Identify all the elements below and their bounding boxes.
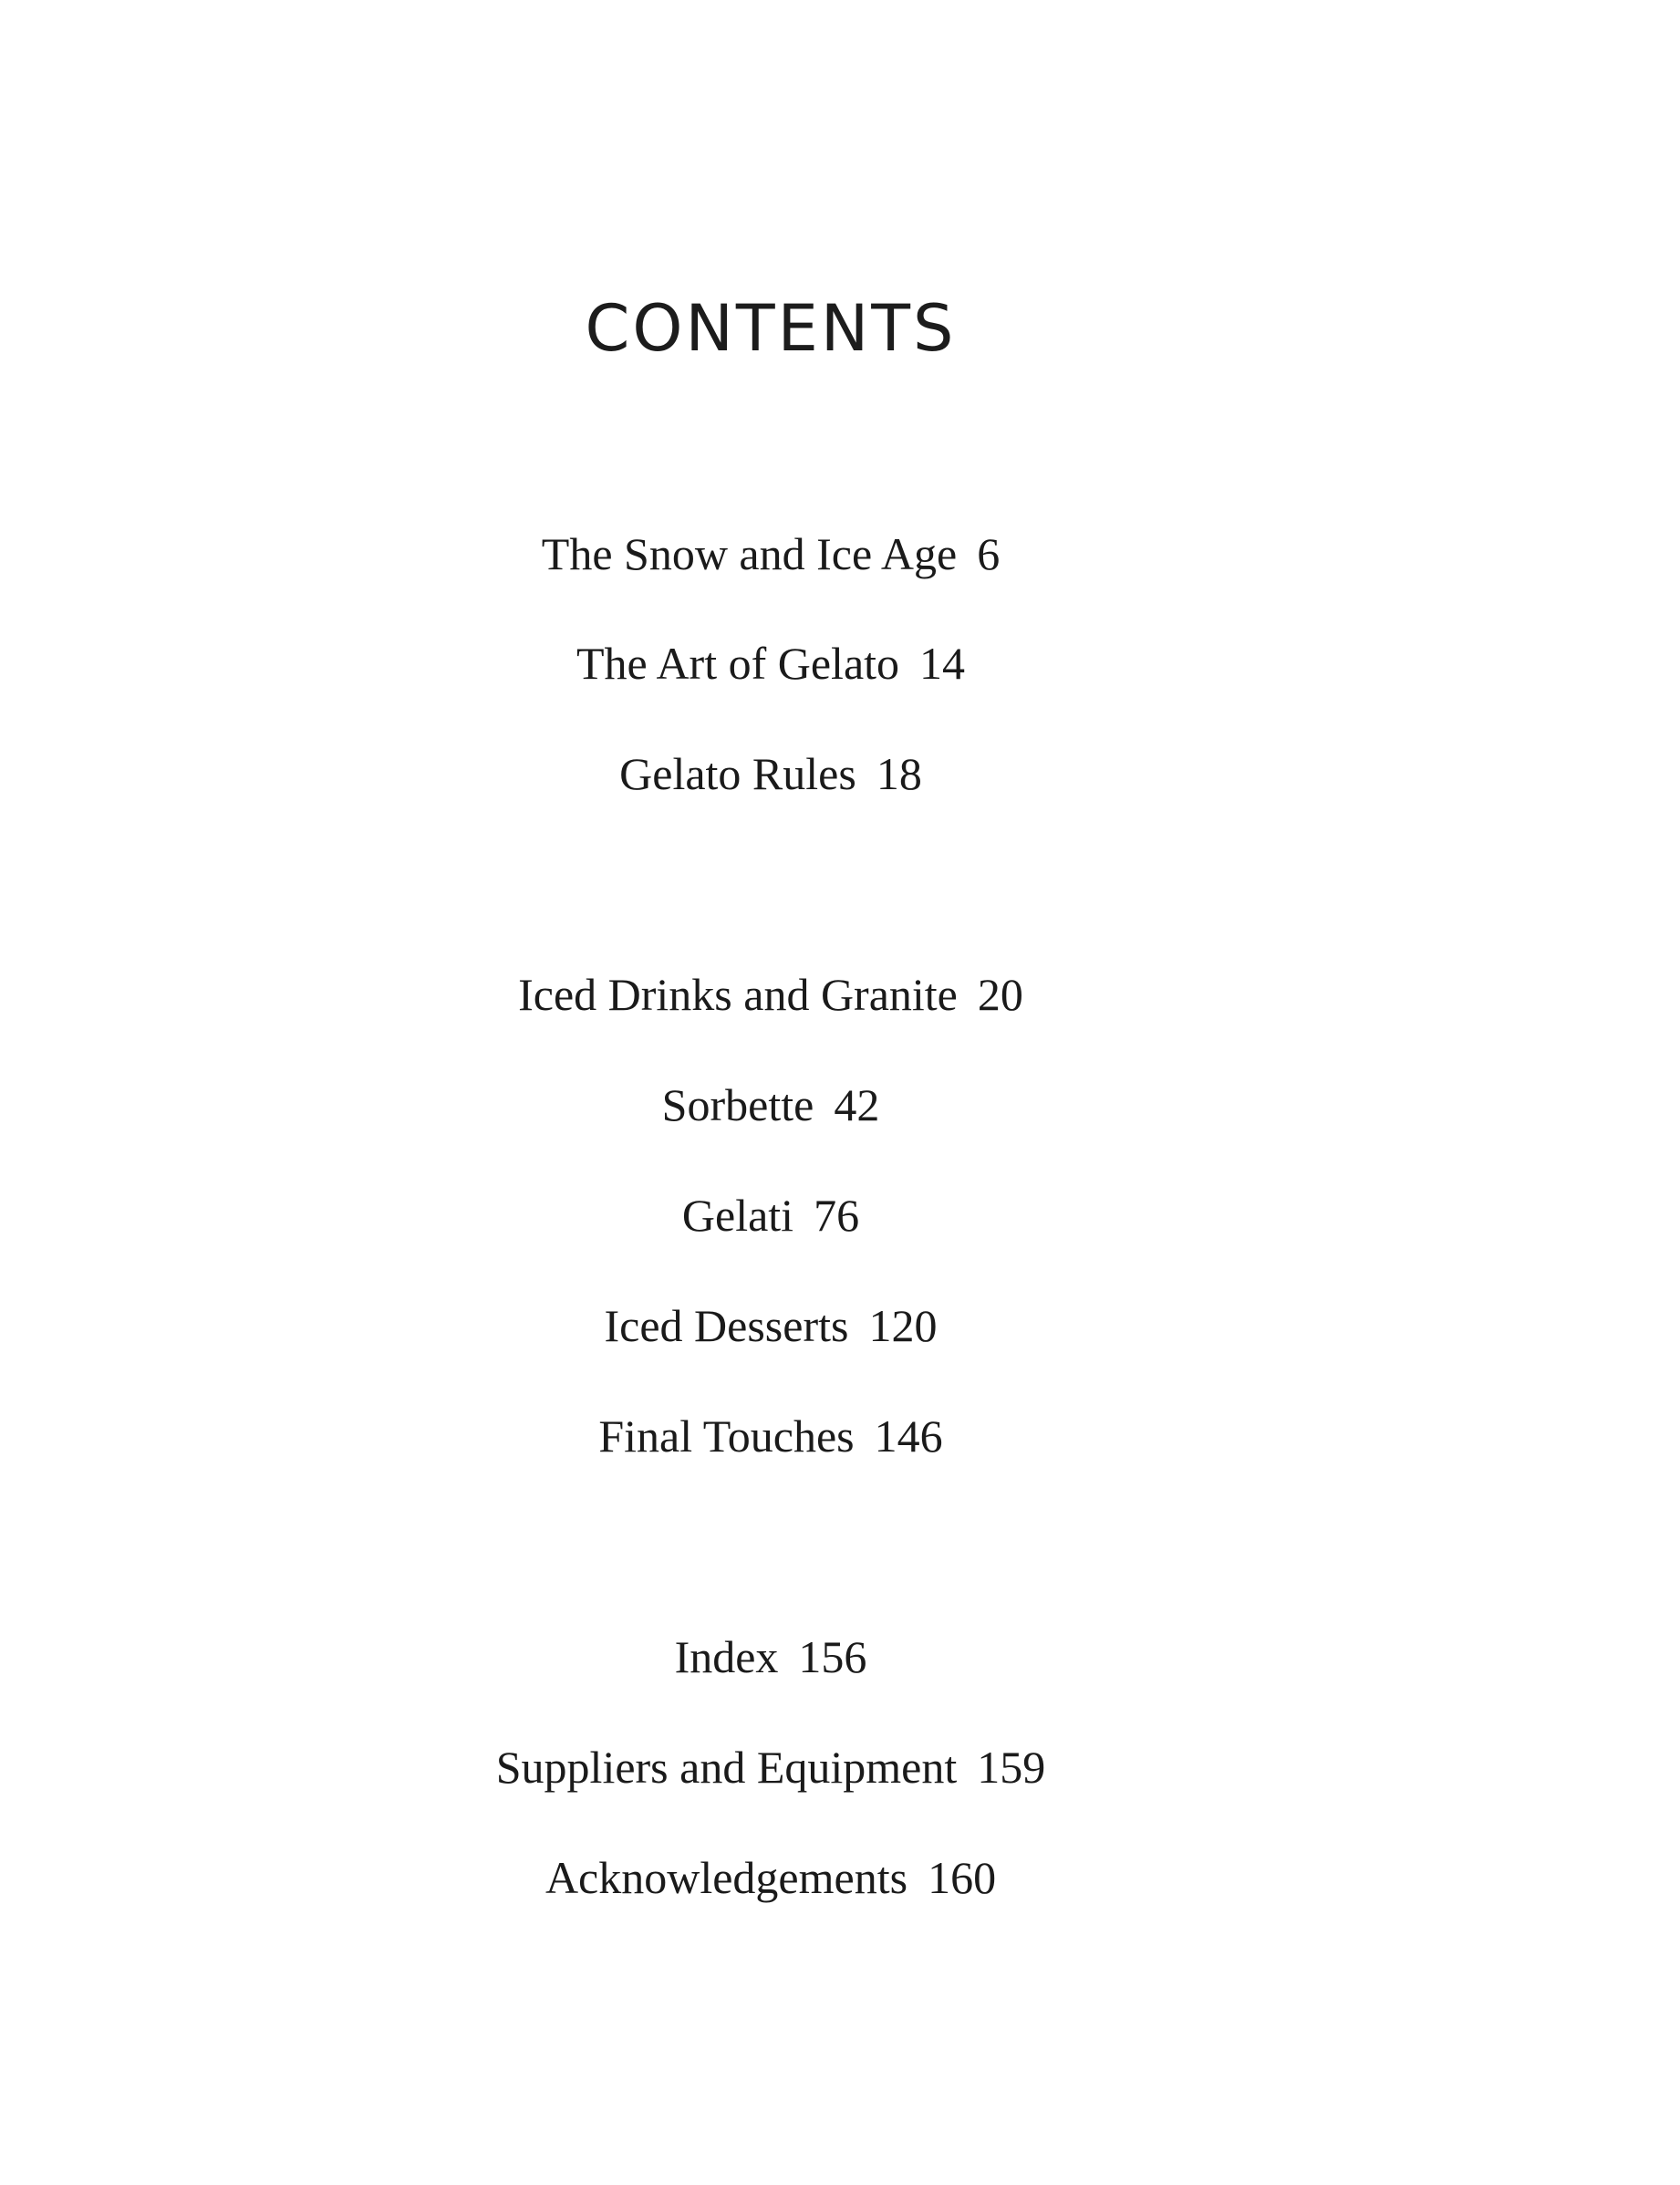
toc-entry[interactable] <box>0 528 1541 579</box>
entry-title: Final Touches <box>598 1410 855 1462</box>
toc-entry[interactable] <box>0 1190 1541 1241</box>
entry-page-number: 159 <box>977 1742 1046 1793</box>
entry-page-number: 42 <box>834 1079 880 1130</box>
entry-title: Gelato Rules <box>619 748 856 799</box>
toc-entry[interactable] <box>0 1631 1541 1682</box>
toc-entry[interactable] <box>0 1079 1541 1130</box>
toc-entry[interactable] <box>0 1300 1541 1351</box>
entry-page-number: 120 <box>868 1300 938 1351</box>
entry-title: Iced Drinks and Granite <box>518 969 958 1020</box>
toc-entry[interactable] <box>0 1852 1541 1903</box>
toc-entry[interactable] <box>0 1410 1541 1462</box>
entry-page-number: 14 <box>919 638 966 689</box>
entry-page-number: 146 <box>874 1410 943 1462</box>
entry-title: Iced Desserts <box>604 1300 849 1351</box>
page-title: CONTENTS <box>585 291 957 366</box>
entry-page-number: 6 <box>977 528 1001 579</box>
entry-page-number: 156 <box>798 1631 867 1682</box>
entry-page-number: 18 <box>876 748 922 799</box>
entry-title: Sorbette <box>661 1079 814 1130</box>
entry-title: Gelati <box>681 1190 794 1241</box>
entry-page-number: 20 <box>977 969 1023 1020</box>
entry-title: Acknowledgements <box>544 1852 908 1903</box>
entry-page-number: 160 <box>928 1852 997 1903</box>
entry-title: Index <box>674 1631 779 1682</box>
toc-entry[interactable] <box>0 969 1541 1020</box>
toc-entry[interactable] <box>0 638 1541 689</box>
entry-title: The Art of Gelato <box>576 638 900 689</box>
entry-title: The Snow and Ice Age <box>541 528 958 579</box>
toc-entry[interactable] <box>0 1742 1541 1793</box>
toc-entry[interactable] <box>0 748 1541 799</box>
entry-title: Suppliers and Equipment <box>495 1742 958 1793</box>
entry-page-number: 76 <box>814 1190 860 1241</box>
